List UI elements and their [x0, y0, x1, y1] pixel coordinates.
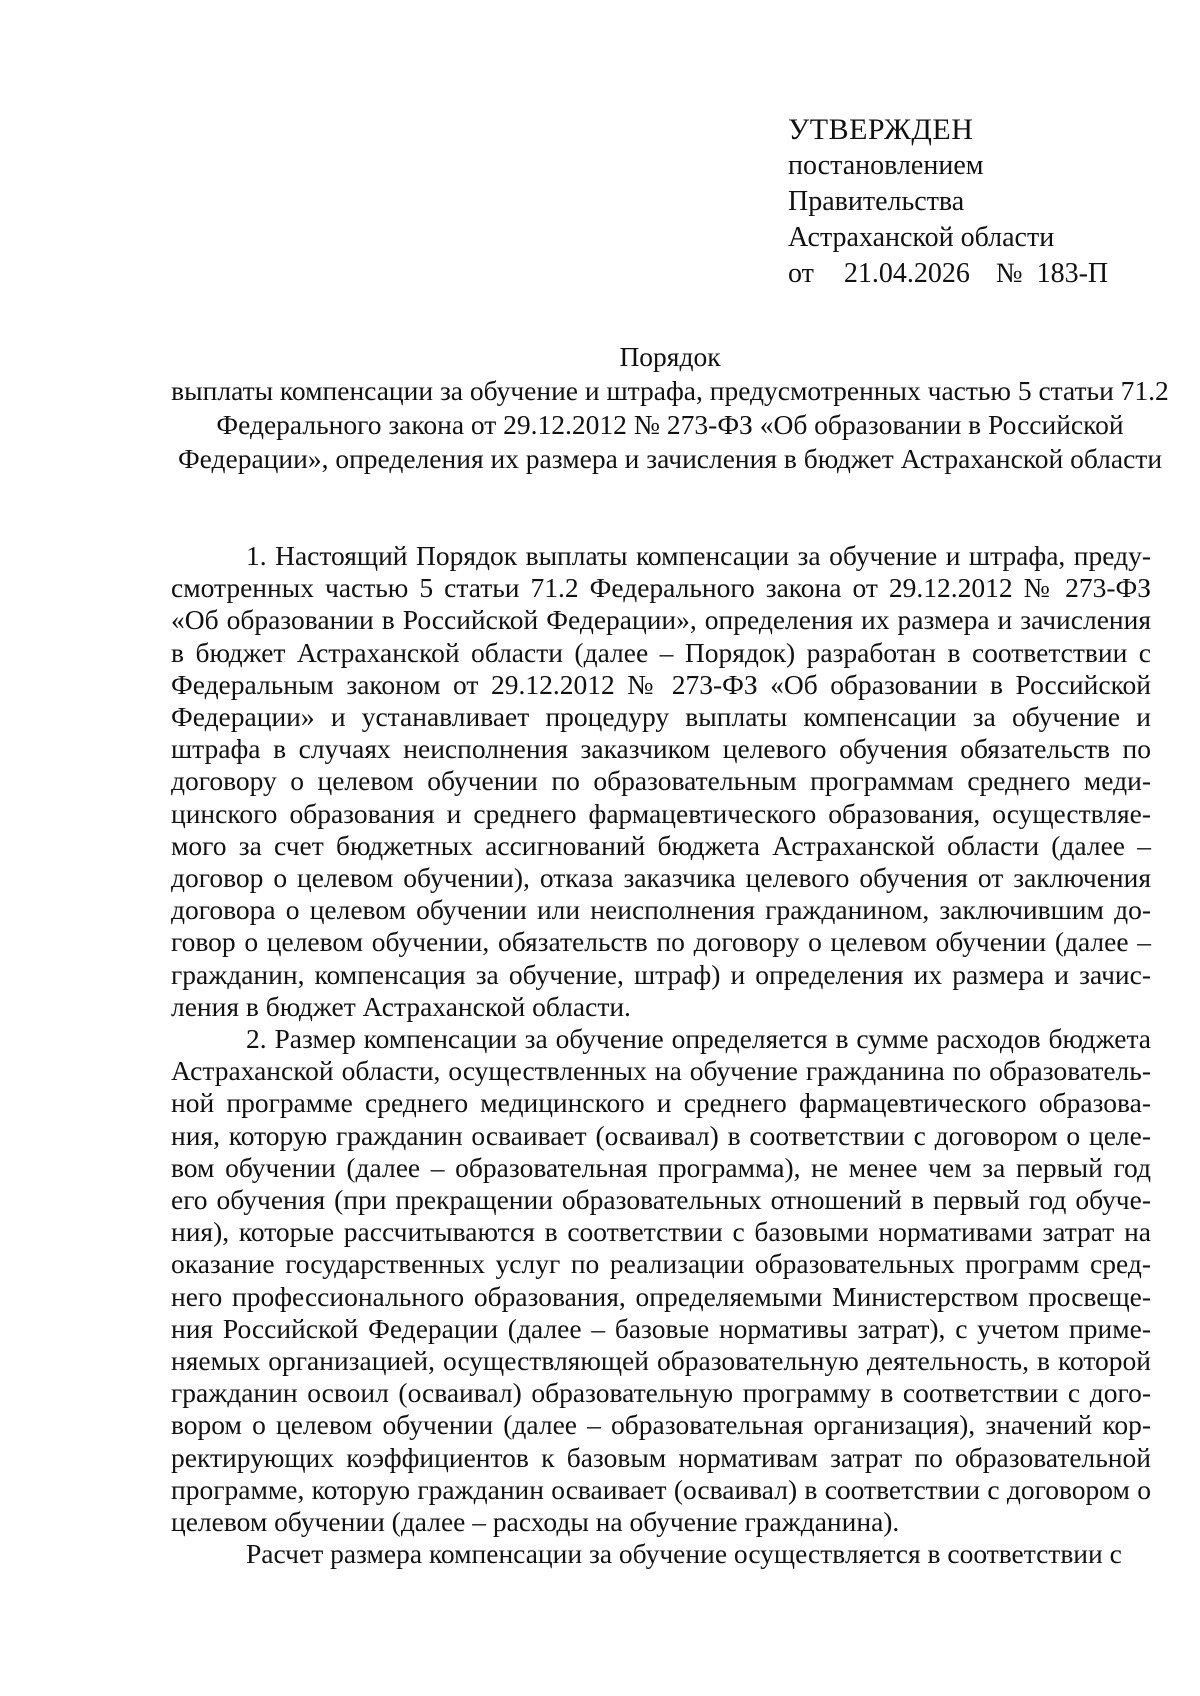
paragraph-3: Расчет размера компенсации за обучение осуществляется в соответствии с [246, 1538, 1122, 1570]
number-sign: № [995, 258, 1023, 289]
paragraph-2: 2. Размер компенсации за обучение определяется в сумме расходов бюджета Астраханской области, осуществленных на обучение гражданина по образовательной программе среднего медицинского и среднего фармацевтического образования, которую гражданин осваивает (осваивал) в соответствии с договором о целевом обучении (далее – образовательная программа), не менее чем за первый год его обучения (при прекращении образовательных отношений в первый год обучения), которые рассчитываются в соответствии с базовыми нормативами затрат на оказание государственных услуг по реализации образовательных программ среднего профессионального образования, определяемыми Министерством просвещения Российской Федерации (далее – базовые нормативы затрат), с учетом применяемых организацией, осуществляющей образовательную деятельность, в которой гражданин освоил (осваивал) образовательную программу в соответствии с договором о целевом обучении (далее – образовательная организация), значений корректирующих коэффициентов к базовым нормативам затрат по образовательной программе, которую гражданин осваивает (осваивал) в соответствии с договором о целевом обучении (далее – расходы на обучение гражданина). [171, 1023, 1151, 1538]
approval-line-1: постановлением [788, 150, 984, 181]
document-heading: Порядок [619, 341, 721, 372]
approval-status: УТВЕРЖДЕН [788, 113, 974, 146]
paragraph-1: 1. Настоящий Порядок выплаты компенсации за обучение и штрафа, предусмотренных частью 5 статьи 71.2 Федерального закона от 29.12.2012 № 273-ФЗ «Об образовании в Российской Федерации», определения их размера и зачисления в бюджет Астраханской области (далее – Порядок) разработан в соответствии с Федеральным законом от 29.12.2012 № 273-ФЗ «Об образовании в Российской Федерации» и устанавливает процедуру выплаты компенсации за обучение и штрафа в случаях неисполнения заказчиком целевого обучения обязательств по договору о целевом обучении по образовательным программам среднего медицинского образования и среднего фармацевтического образования, осуществляемого за счет бюджетных ассигнований бюджета Астраханской области (далее – договор о целевом обучении), отказа заказчика целевого обучения от заключения договора о целевом обучении или неисполнения гражданином, заключившим договор о целевом обучении, обязательств по договору о целевом обучении (далее – гражданин, компенсация за обучение, штраф) и определения их размера и зачисления в бюджет Астраханской области. [171, 540, 1151, 1022]
document-title-block [170, 340, 1170, 476]
approval-line-2: Правительства [788, 186, 965, 217]
approval-number: 183-П [1036, 258, 1109, 289]
document-body [171, 540, 1151, 1571]
date-prefix: от [788, 258, 814, 289]
document-subtitle: выплаты компенсации за обучение и штрафа, предусмотренных частью 5 статьи 71.2 Федерального закона от 29.12.2012 № 273-ФЗ «Об образовании в Российской Федерации», определения их размера и зачисления в бюджет Астраханской области [171, 375, 1169, 474]
approval-date-line [788, 256, 1168, 292]
approval-line-3: Астраханской области [788, 222, 1055, 253]
approval-block [788, 112, 1168, 292]
approval-date: 21.04.2026 [843, 258, 970, 289]
